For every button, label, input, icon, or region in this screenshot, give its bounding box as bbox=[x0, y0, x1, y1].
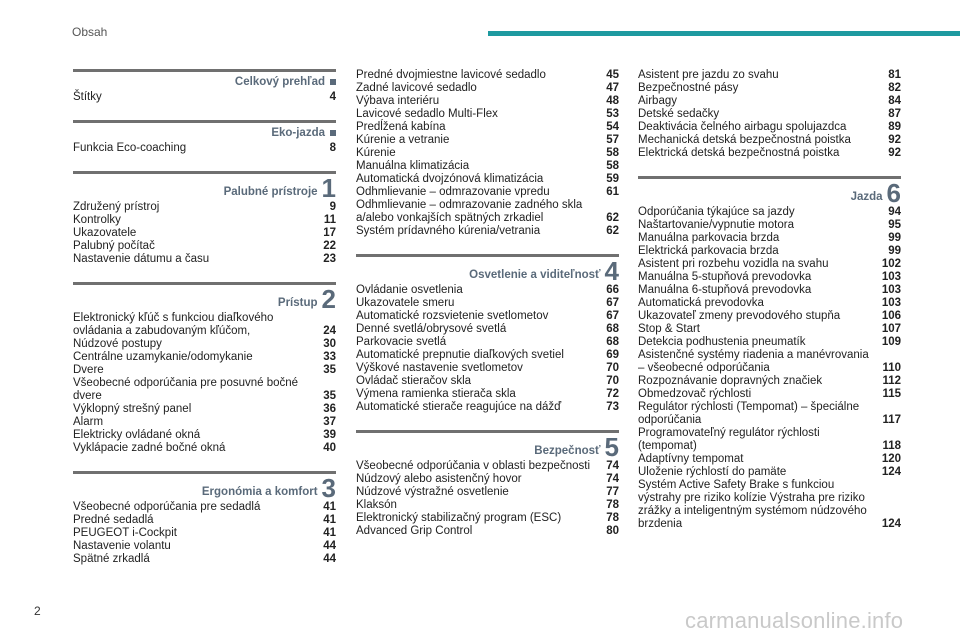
toc-entry-page: 45 bbox=[606, 69, 619, 81]
toc-entry-page: 107 bbox=[881, 323, 901, 335]
toc-entry-title: Manuálna 6-stupňová prevodovka bbox=[638, 284, 812, 296]
toc-entry-page: 23 bbox=[323, 253, 336, 265]
toc-entry-page: 118 bbox=[882, 440, 901, 452]
toc-entry[interactable] bbox=[73, 338, 336, 351]
toc-entry[interactable] bbox=[638, 336, 901, 349]
section-number: 3 bbox=[321, 473, 336, 503]
header-accent-bar bbox=[488, 31, 960, 36]
toc-section bbox=[73, 120, 336, 155]
toc-entry-title: Asistent pri rozbehu vozidla na svahu bbox=[638, 258, 829, 270]
toc-entry-page: 48 bbox=[606, 95, 619, 107]
toc-column-2 bbox=[356, 69, 619, 554]
toc-entry-page: 68 bbox=[606, 336, 619, 348]
toc-entry-title: Automatická dvojzónová klimatizácia bbox=[356, 173, 544, 185]
toc-entry-page: 37 bbox=[323, 416, 336, 428]
toc-entry-title: Núdzový alebo asistenčný hovor bbox=[356, 473, 522, 485]
toc-entry[interactable] bbox=[356, 460, 619, 473]
toc-entry-page: 67 bbox=[606, 297, 619, 309]
toc-entry[interactable] bbox=[73, 227, 336, 240]
toc-entry[interactable] bbox=[638, 69, 901, 82]
toc-entry-page: 77 bbox=[606, 486, 619, 498]
toc-entry-page: 24 bbox=[323, 325, 336, 337]
toc-entry-title: Asistent pre jazdu zo svahu bbox=[638, 69, 779, 81]
section-title: Osvetlenie a viditeľnosť bbox=[469, 269, 601, 281]
toc-entry-page: 94 bbox=[888, 206, 901, 218]
toc-entry-page: 68 bbox=[606, 323, 619, 335]
toc-entry-page: 115 bbox=[882, 388, 901, 400]
toc-entry-title: Predné sedadlá bbox=[73, 514, 154, 526]
toc-entry-title: Núdzové výstražné osvetlenie bbox=[356, 486, 509, 498]
toc-entry-page: 78 bbox=[606, 512, 619, 524]
toc-entry[interactable] bbox=[356, 69, 619, 82]
section-title: Celkový prehľad bbox=[234, 76, 325, 88]
section-number: 4 bbox=[604, 256, 619, 286]
toc-entry[interactable] bbox=[356, 499, 619, 512]
section-heading bbox=[356, 430, 619, 462]
toc-entry-title: Ukazovatele smeru bbox=[356, 297, 455, 309]
toc-entry-title: Elektrická detská bezpečnostná poistka bbox=[638, 147, 840, 159]
toc-entry-title: Všeobecné odporúčania pre posuvné bočné dvere bbox=[73, 377, 299, 402]
toc-entry[interactable] bbox=[638, 297, 901, 310]
toc-entry-title: Programovateľný regulátor rýchlosti (tempomat) bbox=[638, 427, 820, 452]
toc-entry[interactable] bbox=[638, 401, 901, 427]
section-title: Eko-jazda bbox=[271, 127, 325, 139]
toc-entry-title: Výmena ramienka stierača skla bbox=[356, 388, 516, 400]
toc-entry-page: 70 bbox=[606, 362, 619, 374]
toc-entry-title: Všeobecné odporúčania pre sedadlá bbox=[73, 501, 261, 513]
toc-entry[interactable] bbox=[356, 401, 619, 414]
toc-entry[interactable] bbox=[356, 512, 619, 525]
toc-entry-title: Parkovacie svetlá bbox=[356, 336, 447, 348]
section-title: Ergonómia a komfort bbox=[201, 486, 318, 498]
section-heading bbox=[73, 471, 336, 503]
toc-section bbox=[356, 430, 619, 538]
toc-entry-page: 17 bbox=[323, 227, 336, 239]
toc-entry-title: Airbagy bbox=[638, 95, 677, 107]
toc-entry[interactable] bbox=[356, 388, 619, 401]
toc-entry-title: Manuálna 5-stupňová prevodovka bbox=[638, 271, 812, 283]
toc-entry-page: 41 bbox=[323, 527, 336, 539]
toc-entry-page: 120 bbox=[881, 453, 901, 465]
toc-entry[interactable] bbox=[356, 284, 619, 297]
toc-entry-page: 74 bbox=[606, 460, 619, 472]
toc-entry[interactable] bbox=[638, 466, 901, 479]
toc-entry[interactable] bbox=[73, 312, 336, 338]
toc-entry-page: 22 bbox=[323, 240, 336, 252]
toc-entry-page: 33 bbox=[323, 351, 336, 363]
toc-entry-title: Výklopný strešný panel bbox=[73, 403, 192, 415]
toc-entry-page: 36 bbox=[323, 403, 336, 415]
section-heading bbox=[73, 282, 336, 314]
toc-entry-title: Dvere bbox=[73, 364, 104, 376]
toc-entry[interactable] bbox=[638, 95, 901, 108]
page-number: 2 bbox=[34, 604, 41, 618]
section-heading bbox=[73, 120, 336, 139]
toc-entry-page: 69 bbox=[606, 349, 619, 361]
toc-entry-page: 61 bbox=[606, 186, 619, 198]
toc-entry[interactable] bbox=[73, 540, 336, 553]
toc-entry[interactable] bbox=[638, 258, 901, 271]
toc-entry-page: 99 bbox=[888, 232, 901, 244]
toc-entry[interactable] bbox=[356, 486, 619, 499]
toc-entry-page: 117 bbox=[882, 414, 901, 426]
toc-entry-title: Automatické stierače reagujúce na dážď bbox=[356, 401, 562, 413]
section-square-marker bbox=[330, 79, 336, 85]
toc-entry-page: 35 bbox=[323, 390, 336, 402]
toc-entry[interactable] bbox=[356, 147, 619, 160]
toc-entry-title: Odhmlievanie – odmrazovanie vpredu bbox=[356, 186, 550, 198]
toc-entry-title: Ukazovateľ zmeny prevodového stupňa bbox=[638, 310, 841, 322]
toc-entry-page: 70 bbox=[606, 375, 619, 387]
toc-section bbox=[73, 69, 336, 104]
toc-entry-page: 44 bbox=[323, 553, 336, 565]
toc-entry-page: 103 bbox=[881, 284, 901, 296]
toc-entry[interactable] bbox=[638, 453, 901, 466]
toc-entry-title: Lavicové sedadlo Multi-Flex bbox=[356, 108, 498, 120]
toc-entry-page: 92 bbox=[888, 147, 901, 159]
toc-entry-title: Automatické rozsvietenie svetlometov bbox=[356, 310, 549, 322]
toc-entry[interactable] bbox=[356, 199, 619, 225]
toc-entry-page: 67 bbox=[606, 310, 619, 322]
toc-entry-title: Všeobecné odporúčania v oblasti bezpečnosti bbox=[356, 460, 590, 472]
toc-entry[interactable] bbox=[638, 388, 901, 401]
toc-entry-title: Kúrenie a vetranie bbox=[356, 134, 450, 146]
toc-entry-title: Nastavenie volantu bbox=[73, 540, 171, 552]
section-title: Bezpečnosť bbox=[534, 445, 601, 457]
section-title: Jazda bbox=[850, 191, 883, 203]
toc-entry-page: 124 bbox=[881, 518, 901, 530]
toc-entry-page: 99 bbox=[888, 245, 901, 257]
toc-entry[interactable] bbox=[638, 121, 901, 134]
toc-entry-page: 106 bbox=[881, 310, 901, 322]
toc-entry[interactable] bbox=[638, 219, 901, 232]
toc-entry-title: Detské sedačky bbox=[638, 108, 720, 120]
toc-entry[interactable] bbox=[638, 310, 901, 323]
section-number: 2 bbox=[321, 284, 336, 314]
toc-entry-title: Kontrolky bbox=[73, 214, 121, 226]
toc-section bbox=[73, 171, 336, 266]
toc-entry[interactable] bbox=[638, 479, 901, 531]
toc-entry-title: Spätné zrkadlá bbox=[73, 553, 150, 565]
toc-entry-page: 58 bbox=[606, 160, 619, 172]
toc-section bbox=[638, 69, 901, 160]
toc-entry-page: 11 bbox=[323, 214, 336, 226]
toc-entry-page: 80 bbox=[606, 525, 619, 537]
toc-entry[interactable] bbox=[638, 375, 901, 388]
toc-entry[interactable] bbox=[638, 284, 901, 297]
toc-entry-title: Ovládanie osvetlenia bbox=[356, 284, 463, 296]
toc-entry[interactable] bbox=[73, 514, 336, 527]
toc-entry-title: Odporúčania týkajúce sa jazdy bbox=[638, 206, 795, 218]
toc-entry-title: Elektronický kľúč s funkciou diaľkového ovládania a zabudovaným kľúčom, bbox=[73, 312, 274, 337]
toc-entry[interactable] bbox=[356, 362, 619, 375]
section-square-marker bbox=[330, 130, 336, 136]
toc-entry[interactable] bbox=[638, 323, 901, 336]
toc-entry-title: Automatická prevodovka bbox=[638, 297, 764, 309]
toc-entry-title: Centrálne uzamykanie/odomykanie bbox=[73, 351, 253, 363]
toc-column-1 bbox=[73, 69, 336, 582]
toc-entry-title: Ovládač stieračov skla bbox=[356, 375, 472, 387]
toc-entry-page: 8 bbox=[329, 142, 336, 154]
toc-entry-page: 66 bbox=[606, 284, 619, 296]
toc-entry[interactable] bbox=[356, 297, 619, 310]
toc-entry-page: 54 bbox=[606, 121, 619, 133]
toc-entry[interactable] bbox=[73, 501, 336, 514]
toc-entry-page: 30 bbox=[323, 338, 336, 350]
toc-section bbox=[356, 69, 619, 238]
toc-entry-title: Ukazovatele bbox=[73, 227, 137, 239]
toc-entry[interactable] bbox=[356, 82, 619, 95]
toc-entry-page: 112 bbox=[882, 375, 901, 387]
toc-column-3 bbox=[638, 69, 901, 547]
toc-entry[interactable] bbox=[73, 351, 336, 364]
toc-section bbox=[73, 471, 336, 566]
toc-entry-title: Mechanická detská bezpečnostná poistka bbox=[638, 134, 851, 146]
toc-entry[interactable] bbox=[73, 403, 336, 416]
toc-entry[interactable] bbox=[638, 427, 901, 453]
toc-entry-title: PEUGEOT i-Cockpit bbox=[73, 527, 177, 539]
toc-entry-title: Núdzové postupy bbox=[73, 338, 162, 350]
toc-entry[interactable] bbox=[73, 442, 336, 455]
toc-entry-title: Odhmlievanie – odmrazovanie zadného skla a/alebo vonkajších spätných zrkadiel bbox=[356, 199, 583, 224]
toc-entry-page: 84 bbox=[888, 95, 901, 107]
toc-entry[interactable] bbox=[638, 82, 901, 95]
toc-entry-page: 82 bbox=[888, 82, 901, 94]
section-title: Palubné prístroje bbox=[223, 186, 318, 198]
toc-entry[interactable] bbox=[356, 323, 619, 336]
toc-entry[interactable] bbox=[356, 121, 619, 134]
toc-entry-title: Funkcia Eco-coaching bbox=[73, 142, 187, 154]
toc-entry-page: 44 bbox=[323, 540, 336, 552]
toc-entry-title: Naštartovanie/vypnutie motora bbox=[638, 219, 794, 231]
toc-entry-page: 110 bbox=[882, 362, 901, 374]
toc-entry[interactable] bbox=[356, 95, 619, 108]
toc-entry-page: 9 bbox=[329, 201, 336, 213]
toc-entry-page: 73 bbox=[606, 401, 619, 413]
toc-entry[interactable] bbox=[73, 364, 336, 377]
toc-entry[interactable] bbox=[73, 214, 336, 227]
toc-entry-page: 58 bbox=[606, 147, 619, 159]
toc-entry[interactable] bbox=[356, 349, 619, 362]
toc-entry-title: Elektronický stabilizačný program (ESC) bbox=[356, 512, 562, 524]
toc-entry-page: 57 bbox=[606, 134, 619, 146]
page-header-title: Obsah bbox=[72, 25, 108, 39]
toc-entry[interactable] bbox=[73, 240, 336, 253]
toc-entry[interactable] bbox=[356, 134, 619, 147]
toc-entry-title: Obmedzovač rýchlosti bbox=[638, 388, 752, 400]
toc-entry[interactable] bbox=[73, 429, 336, 442]
section-number: 5 bbox=[604, 432, 619, 462]
toc-entry-page: 47 bbox=[606, 82, 619, 94]
toc-entry-page: 103 bbox=[881, 297, 901, 309]
toc-entry-page: 81 bbox=[888, 69, 901, 81]
toc-entry[interactable] bbox=[73, 553, 336, 566]
toc-entry-title: Manuálna klimatizácia bbox=[356, 160, 470, 172]
toc-entry-title: Elektricky ovládané okná bbox=[73, 429, 201, 441]
toc-entry-title: Adaptívny tempomat bbox=[638, 453, 744, 465]
toc-entry[interactable] bbox=[638, 147, 901, 160]
toc-entry[interactable] bbox=[73, 201, 336, 214]
toc-entry-page: 89 bbox=[888, 121, 901, 133]
toc-entry-page: 95 bbox=[888, 219, 901, 231]
toc-entry[interactable] bbox=[356, 160, 619, 173]
toc-entry-page: 103 bbox=[881, 271, 901, 283]
toc-entry-title: Kúrenie bbox=[356, 147, 396, 159]
toc-entry-title: Palubný počítač bbox=[73, 240, 155, 252]
toc-entry-page: 78 bbox=[606, 499, 619, 511]
toc-entry-page: 41 bbox=[323, 501, 336, 513]
toc-entry[interactable] bbox=[638, 206, 901, 219]
toc-entry-page: 92 bbox=[888, 134, 901, 146]
toc-entry-page: 62 bbox=[606, 212, 619, 224]
toc-entry[interactable] bbox=[356, 375, 619, 388]
section-heading bbox=[356, 254, 619, 286]
toc-entry-title: Detekcia podhustenia pneumatík bbox=[638, 336, 806, 348]
toc-entry-title: Systém prídavného kúrenia/vetrania bbox=[356, 225, 541, 237]
toc-entry-title: Vyklápacie zadné bočné okná bbox=[73, 442, 226, 454]
toc-entry[interactable] bbox=[638, 108, 901, 121]
toc-entry-page: 4 bbox=[329, 91, 336, 103]
toc-section bbox=[73, 282, 336, 455]
toc-entry-title: Stop & Start bbox=[638, 323, 701, 335]
toc-entry[interactable] bbox=[356, 186, 619, 199]
toc-entry-title: Asistenčné systémy riadenia a manévrovania – všeobecné odporúčania bbox=[638, 349, 869, 374]
section-number: 6 bbox=[886, 178, 901, 208]
toc-entry-page: 62 bbox=[606, 225, 619, 237]
toc-entry-title: Denné svetlá/obrysové svetlá bbox=[356, 323, 507, 335]
toc-entry-title: Rozpoznávanie dopravných značiek bbox=[638, 375, 823, 387]
toc-entry-title: Zadné lavicové sedadlo bbox=[356, 82, 477, 94]
toc-entry[interactable] bbox=[638, 245, 901, 258]
toc-entry-title: Výškové nastavenie svetlometov bbox=[356, 362, 523, 374]
toc-entry[interactable] bbox=[356, 225, 619, 238]
toc-entry-page: 124 bbox=[881, 466, 901, 478]
toc-entry-title: Bezpečnostné pásy bbox=[638, 82, 739, 94]
toc-entry[interactable] bbox=[73, 91, 336, 104]
toc-entry[interactable] bbox=[73, 142, 336, 155]
toc-entry-page: 102 bbox=[881, 258, 901, 270]
toc-entry-title: Predné dvojmiestne lavicové sedadlo bbox=[356, 69, 546, 81]
toc-entry[interactable] bbox=[638, 349, 901, 375]
toc-entry-page: 39 bbox=[323, 429, 336, 441]
toc-entry[interactable] bbox=[356, 310, 619, 323]
section-heading bbox=[638, 176, 901, 208]
toc-entry-page: 109 bbox=[881, 336, 901, 348]
toc-entry[interactable] bbox=[356, 525, 619, 538]
toc-entry-title: Manuálna parkovacia brzda bbox=[638, 232, 780, 244]
section-title: Prístup bbox=[277, 297, 318, 309]
toc-entry-page: 40 bbox=[323, 442, 336, 454]
toc-entry-title: Klaksón bbox=[356, 499, 397, 511]
toc-entry[interactable] bbox=[356, 336, 619, 349]
toc-entry-page: 59 bbox=[606, 173, 619, 185]
toc-entry-page: 35 bbox=[323, 364, 336, 376]
toc-entry-title: Alarm bbox=[73, 416, 104, 428]
toc-section bbox=[638, 176, 901, 531]
toc-section bbox=[356, 254, 619, 414]
toc-entry[interactable] bbox=[73, 416, 336, 429]
toc-entry-title: Deaktivácia čelného airbagu spolujazdca bbox=[638, 121, 847, 133]
section-number: 1 bbox=[321, 173, 336, 203]
toc-entry[interactable] bbox=[73, 253, 336, 266]
toc-entry-title: Automatické prepnutie diaľkových svetiel bbox=[356, 349, 564, 361]
toc-entry-page: 74 bbox=[606, 473, 619, 485]
toc-entry[interactable] bbox=[638, 134, 901, 147]
toc-entry-page: 41 bbox=[323, 514, 336, 526]
toc-entry-page: 87 bbox=[888, 108, 901, 120]
toc-entry-title: Systém Active Safety Brake s funkciou výstrahy pre riziko kolízie Výstraha pre riziko zrážky a inteligentným systémom núdzového brzdenia bbox=[638, 479, 867, 530]
toc-entry-title: Predĺžená kabína bbox=[356, 121, 446, 133]
toc-entry-title: Nastavenie dátumu a času bbox=[73, 253, 210, 265]
toc-entry-title: Štítky bbox=[73, 91, 102, 103]
watermark: carmanualsonline.info bbox=[685, 608, 904, 633]
toc-entry-title: Advanced Grip Control bbox=[356, 525, 473, 537]
toc-entry[interactable] bbox=[356, 108, 619, 121]
toc-entry[interactable] bbox=[356, 173, 619, 186]
toc-entry[interactable] bbox=[73, 527, 336, 540]
section-heading bbox=[73, 171, 336, 203]
toc-entry-page: 72 bbox=[606, 388, 619, 400]
toc-entry-page: 53 bbox=[606, 108, 619, 120]
toc-entry[interactable] bbox=[356, 473, 619, 486]
toc-entry[interactable] bbox=[638, 271, 901, 284]
toc-entry-title: Združený prístroj bbox=[73, 201, 160, 213]
toc-entry-title: Výbava interiéru bbox=[356, 95, 440, 107]
toc-entry-title: Elektrická parkovacia brzda bbox=[638, 245, 779, 257]
toc-entry[interactable] bbox=[73, 377, 336, 403]
toc-entry-title: Uloženie rýchlostí do pamäte bbox=[638, 466, 787, 478]
section-heading bbox=[73, 69, 336, 88]
toc-entry[interactable] bbox=[638, 232, 901, 245]
toc-entry-title: Regulátor rýchlosti (Tempomat) – špeciálne odporúčania bbox=[638, 401, 860, 426]
